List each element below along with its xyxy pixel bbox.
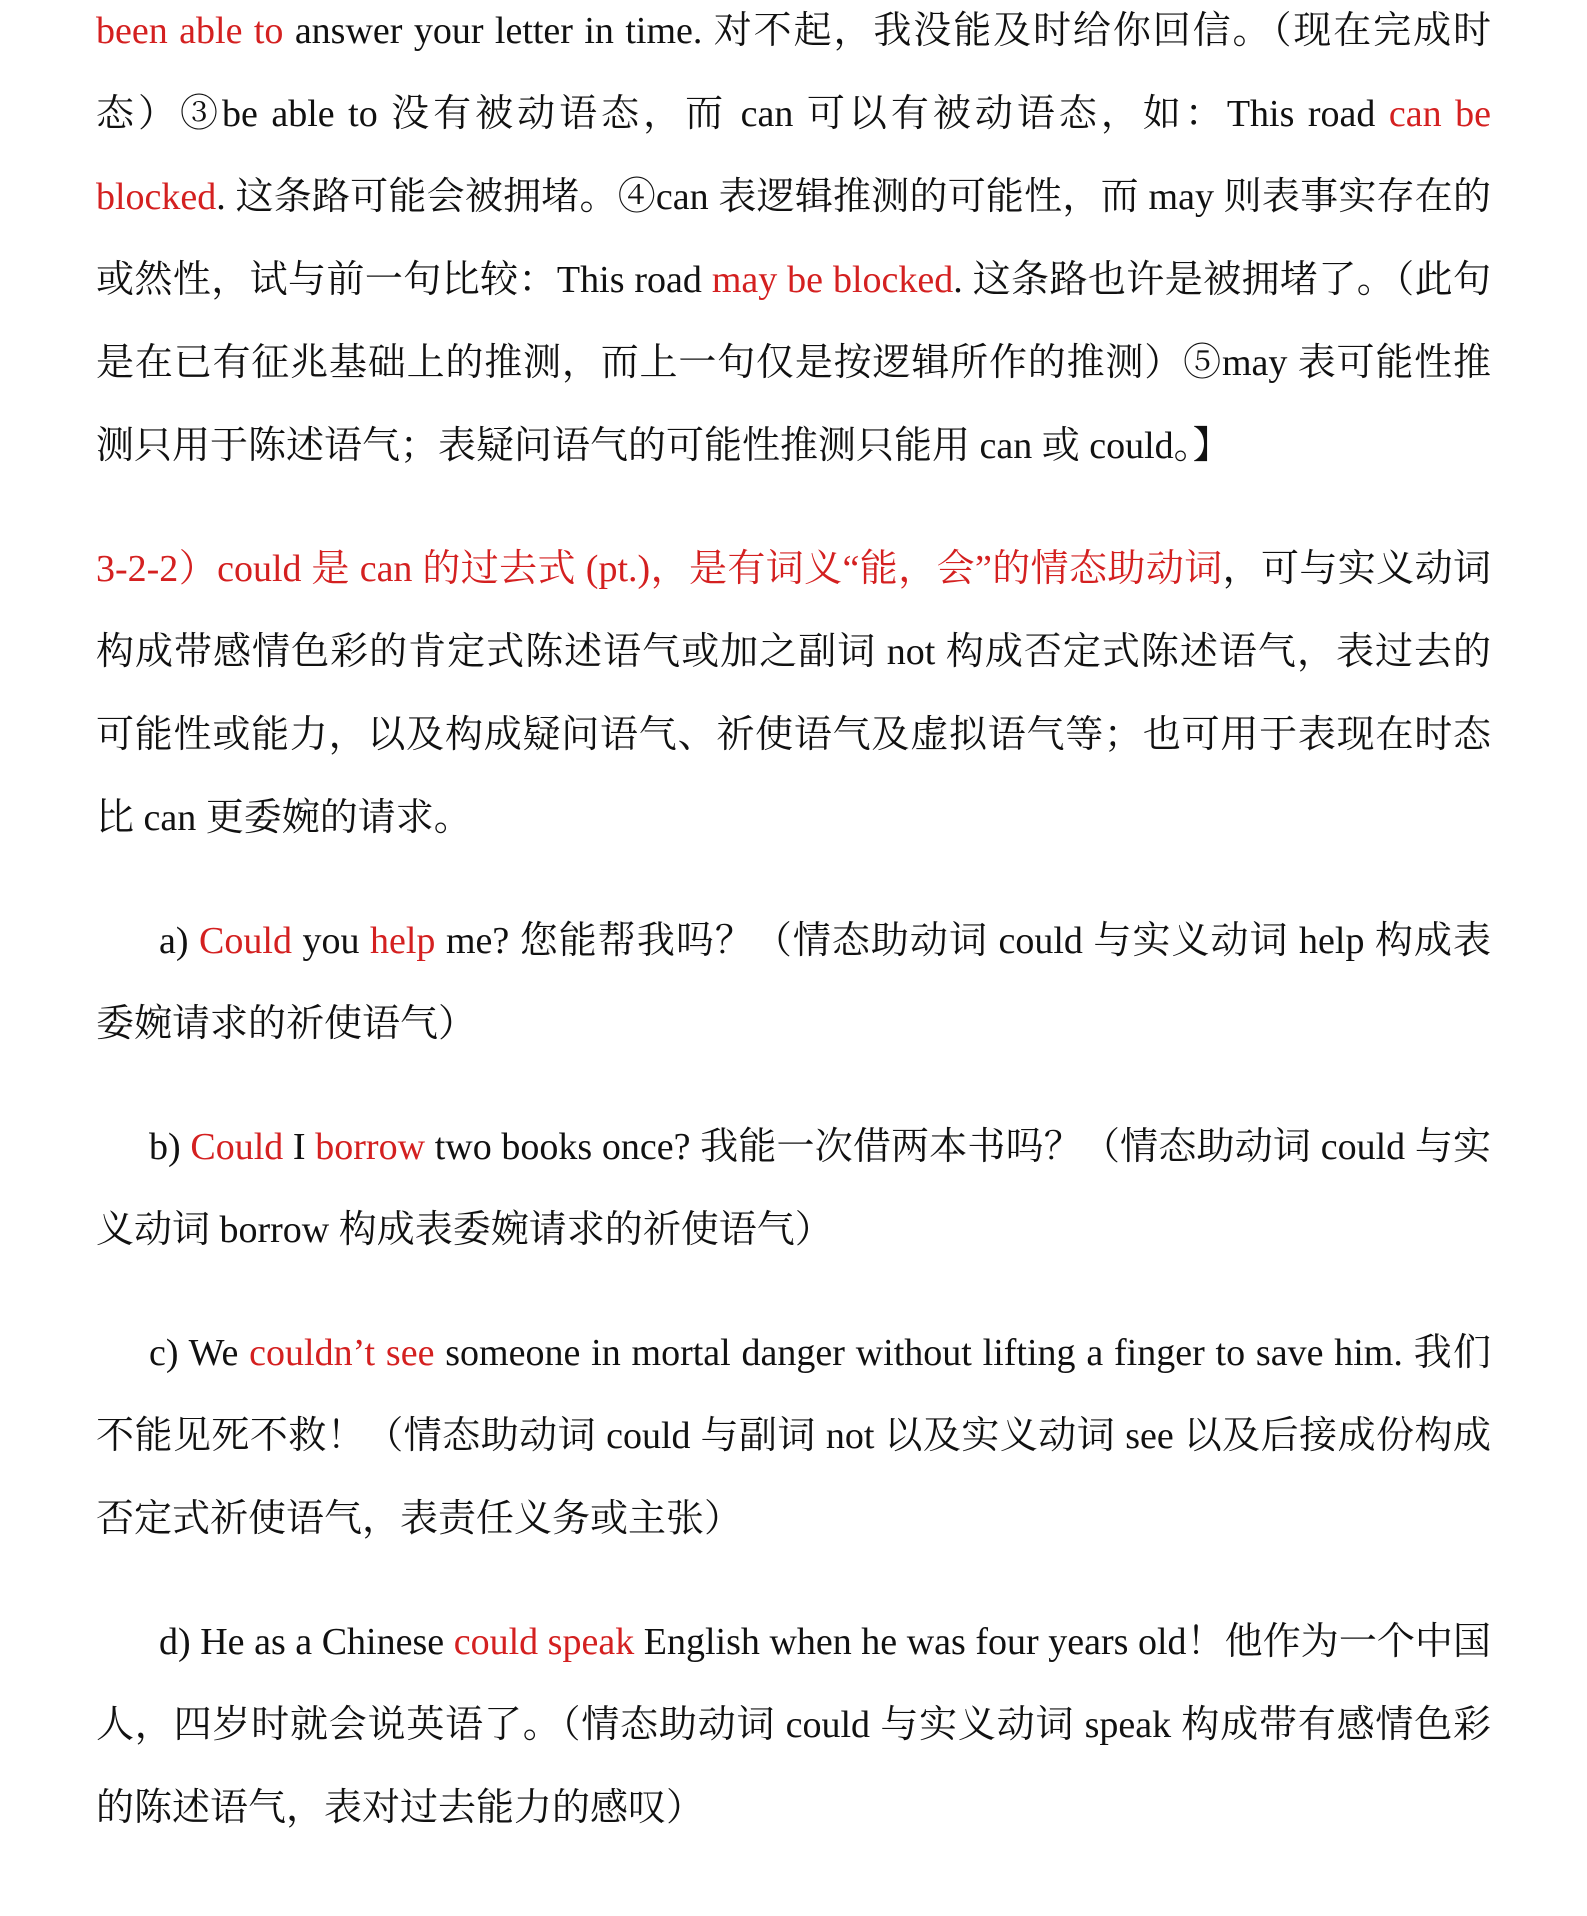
highlight-could: Could — [199, 920, 292, 962]
highlight-been-able-to: been able to — [96, 10, 284, 52]
highlight-help: help — [370, 920, 436, 962]
example-label: a) — [159, 920, 200, 962]
text-segment: someone in mortal danger without lifting a finger to save him. 我们不能见死不救！（情态助动词 could 与副词 not 以及实义动词 see 以及后接成份构成否定式祈使语气，表责任义务或主张） — [96, 1332, 1491, 1540]
highlight-borrow: borrow — [315, 1126, 426, 1168]
example-a — [96, 900, 1491, 1066]
text-segment: me? 您能帮我吗？（情态助动词 could 与实义动词 help 构成表委婉请求的祈使语气） — [96, 920, 1492, 1045]
paragraph-be-able-to-notes — [96, 0, 1491, 488]
text-segment: . 这条路可能会被拥堵。④can 表逻辑推测的可能性，而 may 则表事实存在的或然性，试与前一句比较：This road — [96, 176, 1491, 301]
highlight-can-be-blocked: can be blocked — [96, 93, 1491, 218]
highlight-could-speak: could speak — [453, 1621, 635, 1663]
text-segment: I — [283, 1126, 316, 1168]
highlight-could: Could — [190, 1126, 284, 1168]
section-body: ，可与实义动词构成带感情色彩的肯定式陈述语气或加之副词 not 构成否定式陈述语气，表过去的可能性或能力，以及构成疑问语气、祈使语气及虚拟语气等；也可用于表现在时态比 can 更委婉的请求。 — [96, 548, 1491, 839]
text-segment: . 这条路也许是被拥堵了。（此句是在已有征兆基础上的推测，而上一句仅是按逻辑所作的推测）⑤may 表可能性推测只用于陈述语气；表疑问语气的可能性推测只能用 can 或 could。】 — [96, 259, 1491, 467]
section-heading: 3-2-2）could 是 can 的过去式 (pt.)，是有词义“能，会”的情态助动词 — [96, 548, 1223, 590]
example-label: c) We — [149, 1332, 250, 1374]
example-label: b) — [149, 1126, 191, 1168]
text-segment: answer your letter in time. 对不起，我没能及时给你回信。（现在完成时态）③be able to 没有被动语态，而 can 可以有被动语态，如：This road — [96, 10, 1491, 135]
example-b — [96, 1106, 1491, 1272]
text-segment: English when he was four years old！他作为一个中国人，四岁时就会说英语了。（情态助动词 could 与实义动词 speak 构成带有感情色彩的陈述语气，表对过去能力的感叹） — [96, 1621, 1491, 1829]
example-label: d) He as a Chinese — [159, 1621, 454, 1663]
text-segment: two books once? 我能一次借两本书吗？（情态助动词 could 与实义动词 borrow 构成表委婉请求的祈使语气） — [96, 1126, 1492, 1251]
example-d — [96, 1601, 1491, 1850]
text-segment: you — [291, 920, 370, 962]
highlight-couldnt-see: couldn’t see — [249, 1332, 435, 1374]
highlight-may-be-blocked: may be blocked — [711, 259, 954, 301]
section-could-definition — [96, 528, 1491, 860]
example-c — [96, 1312, 1491, 1561]
